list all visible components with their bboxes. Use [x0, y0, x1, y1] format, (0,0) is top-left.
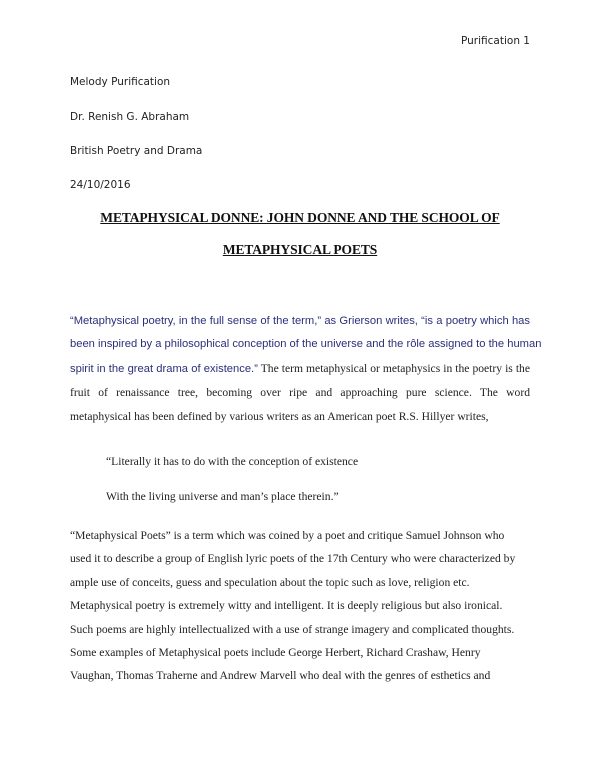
paragraph-1-line-5: metaphysical has been defined by various writers as an American poet R.S. Hillyer writes, [70, 409, 489, 423]
paragraph-2-line: Metaphysical poetry is extremely witty and intelligent. It is deeply religious but also ironical. [70, 599, 503, 613]
block-quote-line-1: “Literally it has to do with the conception of existence [106, 455, 359, 468]
paragraph-1-line-3 [70, 357, 530, 381]
paragraph-1-line-2: been inspired by a philosophical conception of the universe and the rôle assigned to the human [70, 338, 542, 351]
instructor-name: Dr. Renish G. Abraham [70, 111, 190, 123]
author-name: Melody Purification [70, 76, 171, 88]
paragraph-2 [70, 524, 540, 688]
title-line-2: METAPHYSICAL POETS [222, 242, 378, 257]
running-head: Purification 1 [461, 35, 530, 47]
paragraph-1-line-3-text: The term metaphysical or metaphysics in the poetry is the [257, 361, 530, 375]
document-date: 24/10/2016 [70, 179, 131, 191]
paragraph-1-line-4: fruit of renaissance tree, becoming over ripe and approaching pure science. The word [70, 386, 530, 400]
paragraph-2-line: “Metaphysical Poets” is a term which was coined by a poet and critique Samuel Johnson who [70, 529, 505, 542]
grierson-quote-end: spirit in the great drama of existence.” [70, 362, 258, 375]
paragraph-2-line: Such poems are highly intellectualized with a use of strange imagery and complicated thoughts. [70, 622, 515, 636]
course-name: British Poetry and Drama [70, 145, 203, 157]
paragraph-2-line: Some examples of Metaphysical poets include George Herbert, Richard Crashaw, Henry [70, 646, 481, 660]
paragraph-2-line: ample use of conceits, guess and speculation about the topic such as love, religion etc. [70, 575, 470, 589]
paragraph-2-line: Vaughan, Thomas Traherne and Andrew Marvell who deal with the genres of esthetics and [70, 669, 491, 683]
paragraph-2-line: used it to describe a group of English lyric poets of the 17th Century who were characterized by [70, 552, 516, 566]
block-quote-line-2: With the living universe and man’s place therein.” [106, 490, 339, 503]
paragraph-1-line-1: “Metaphysical poetry, in the full sense of the term,” as Grierson writes, “is a poetry which has [70, 315, 530, 327]
paragraph-1 [70, 310, 542, 428]
title-line-1: METAPHYSICAL DONNE: JOHN DONNE AND THE SCHOOL OF [100, 210, 500, 225]
